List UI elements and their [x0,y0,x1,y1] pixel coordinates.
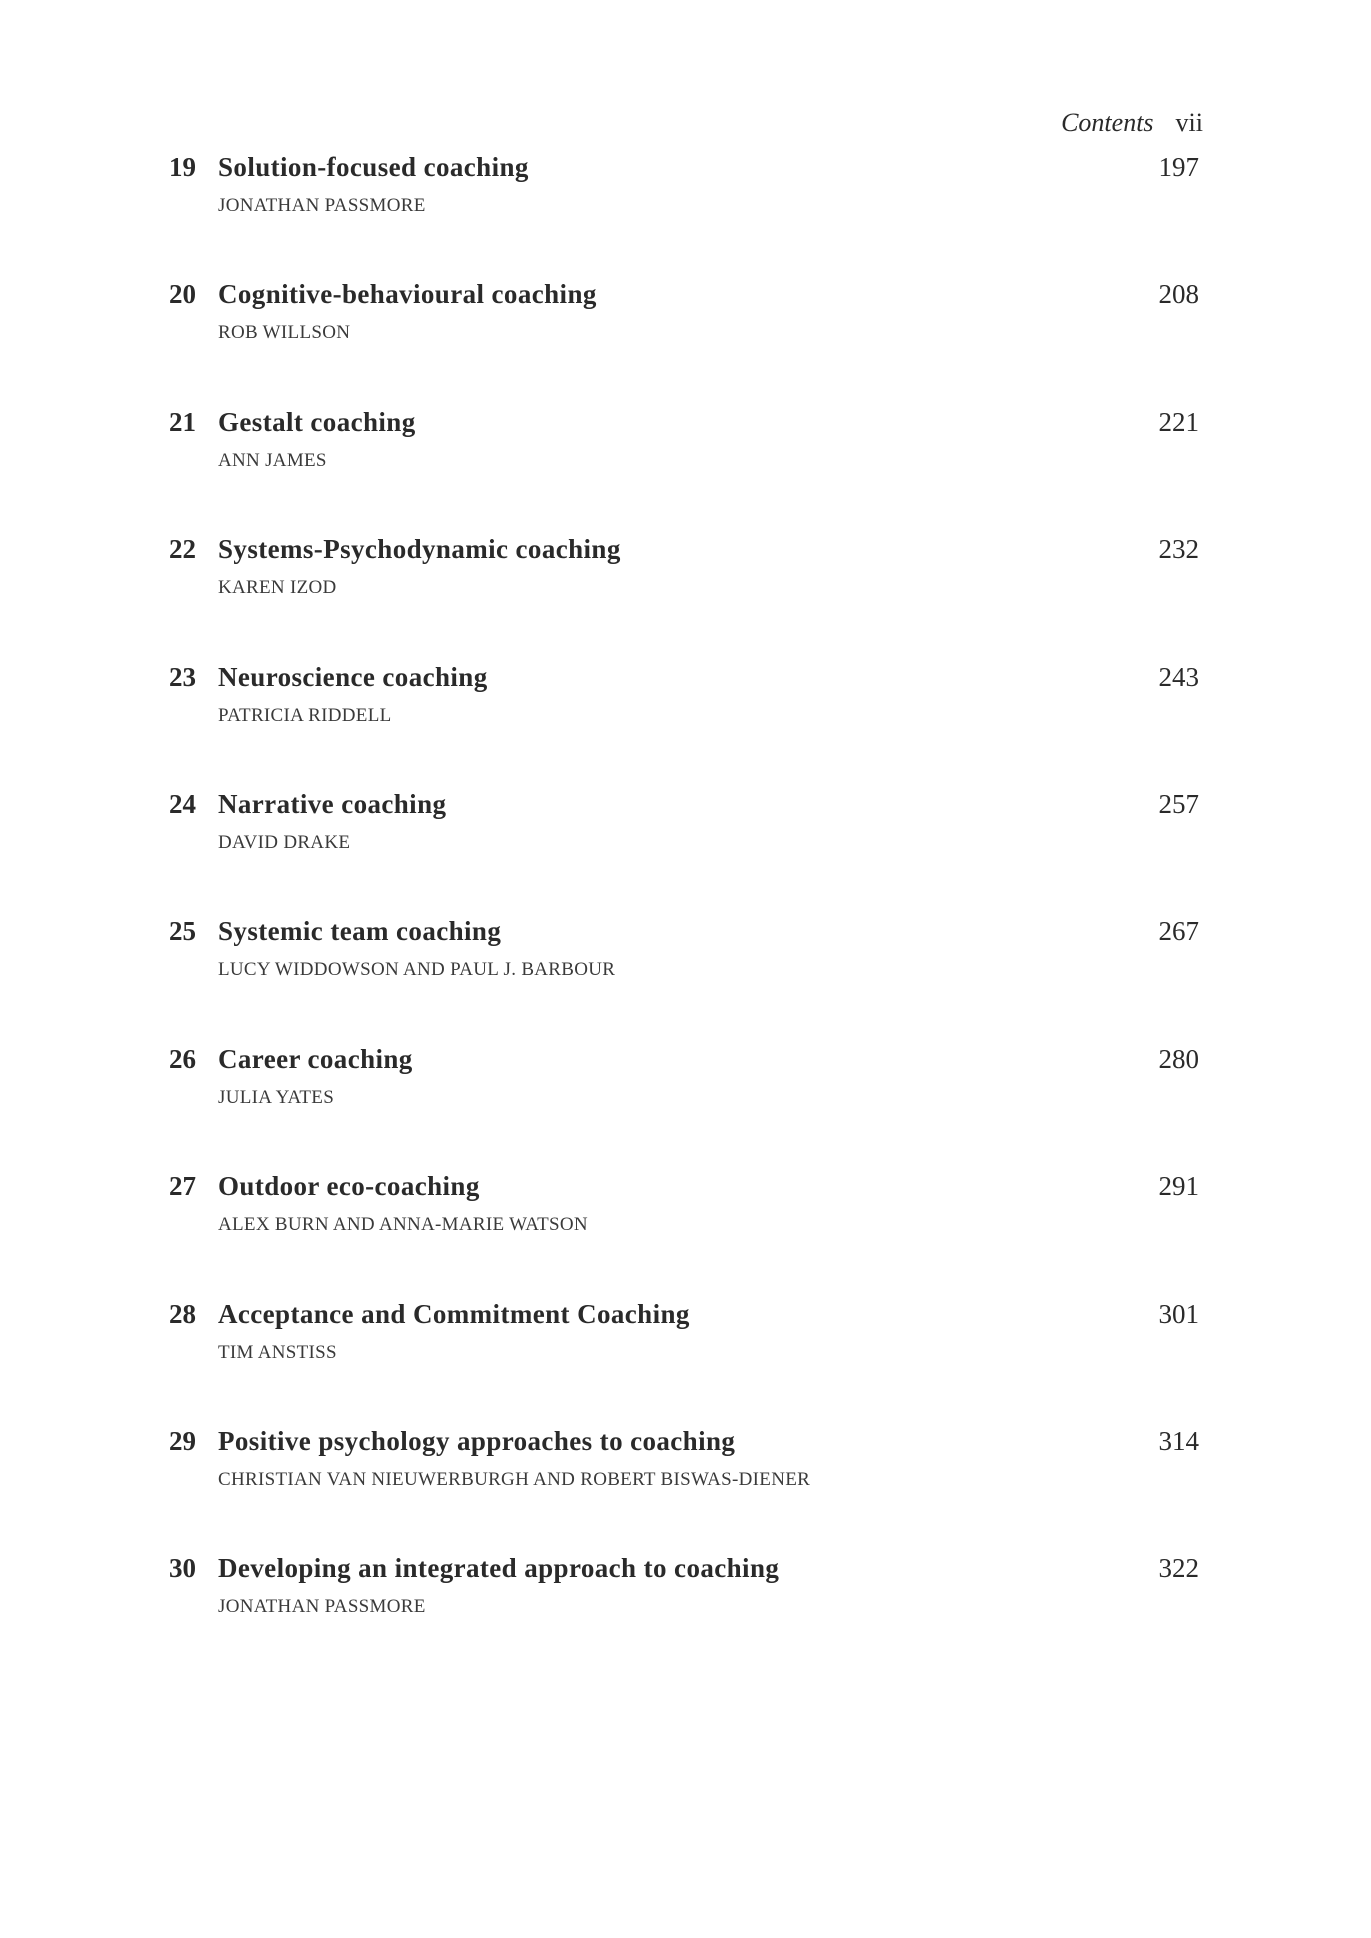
chapter-author: ALEX BURN AND ANNA-MARIE WATSON [218,1214,588,1236]
chapter-title[interactable]: Developing an integrated approach to coaching [218,1553,780,1584]
chapter-title[interactable]: Neuroscience coaching [218,661,488,692]
chapter-author: JULIA YATES [218,1086,335,1108]
chapter-title[interactable]: Gestalt coaching [218,406,416,437]
chapter-title[interactable]: Narrative coaching [218,788,447,819]
chapter-page-number: 322 [1158,1553,1199,1584]
chapter-author: CHRISTIAN VAN NIEUWERBURGH AND ROBERT BISWAS-DIENER [218,1468,811,1490]
chapter-title[interactable]: Outdoor eco-coaching [218,1171,480,1202]
toc-entry[interactable] [0,1553,1371,1680]
chapter-page-number: 314 [1158,1425,1199,1456]
page-folio: vii [1175,108,1203,137]
toc-entry[interactable] [0,916,1371,1043]
running-head-label: Contents [1061,108,1154,137]
chapter-title[interactable]: Cognitive-behavioural coaching [218,279,597,310]
chapter-author: KAREN IZOD [218,577,337,599]
chapter-page-number: 280 [1158,1043,1199,1074]
toc-entry[interactable] [0,1426,1371,1553]
chapter-number: 23 [169,661,196,692]
chapter-title[interactable]: Solution-focused coaching [218,152,529,182]
chapter-number: 20 [169,279,196,310]
chapter-number: 19 [169,152,196,182]
chapter-author: ANN JAMES [218,449,327,471]
chapter-number: 21 [169,406,196,437]
toc-entry[interactable] [0,1171,1371,1298]
chapter-author: TIM ANSTISS [218,1341,337,1363]
chapter-number: 28 [169,1298,196,1329]
chapter-page-number: 291 [1158,1171,1199,1202]
toc-entry[interactable] [0,534,1371,661]
chapter-number: 24 [169,788,196,819]
chapter-number: 22 [169,534,196,565]
chapter-title[interactable]: Positive psychology approaches to coaching [218,1425,736,1456]
chapter-number: 29 [169,1425,196,1456]
running-head [1061,108,1203,138]
chapter-page-number: 267 [1158,916,1199,947]
toc-entry[interactable] [0,662,1371,789]
chapter-page-number: 257 [1158,788,1199,819]
chapter-page-number: 232 [1158,534,1199,565]
chapter-number: 25 [169,916,196,947]
chapter-author: LUCY WIDDOWSON AND PAUL J. BARBOUR [218,959,616,981]
chapter-title[interactable]: Career coaching [218,1043,413,1074]
chapter-page-number: 208 [1158,279,1199,310]
table-of-contents [0,152,1371,1681]
chapter-author: JONATHAN PASSMORE [218,1596,426,1618]
toc-entry[interactable] [0,279,1371,406]
chapter-page-number: 243 [1158,661,1199,692]
chapter-number: 26 [169,1043,196,1074]
chapter-page-number: 301 [1158,1298,1199,1329]
chapter-author: PATRICIA RIDDELL [218,704,392,726]
toc-entry[interactable] [0,407,1371,534]
chapter-page-number: 221 [1158,406,1199,437]
toc-entry[interactable] [0,1299,1371,1426]
toc-entry[interactable] [0,1044,1371,1171]
chapter-author: JONATHAN PASSMORE [218,195,426,216]
chapter-author: DAVID DRAKE [218,831,351,853]
chapter-number: 30 [169,1553,196,1584]
chapter-author: ROB WILLSON [218,322,351,344]
toc-entry[interactable] [0,789,1371,916]
chapter-title[interactable]: Systemic team coaching [218,916,502,947]
chapter-title[interactable]: Systems-Psychodynamic coaching [218,534,621,565]
chapter-title[interactable]: Acceptance and Commitment Coaching [218,1298,690,1329]
toc-entry[interactable] [0,152,1371,279]
chapter-page-number: 197 [1158,152,1199,182]
chapter-number: 27 [169,1171,196,1202]
